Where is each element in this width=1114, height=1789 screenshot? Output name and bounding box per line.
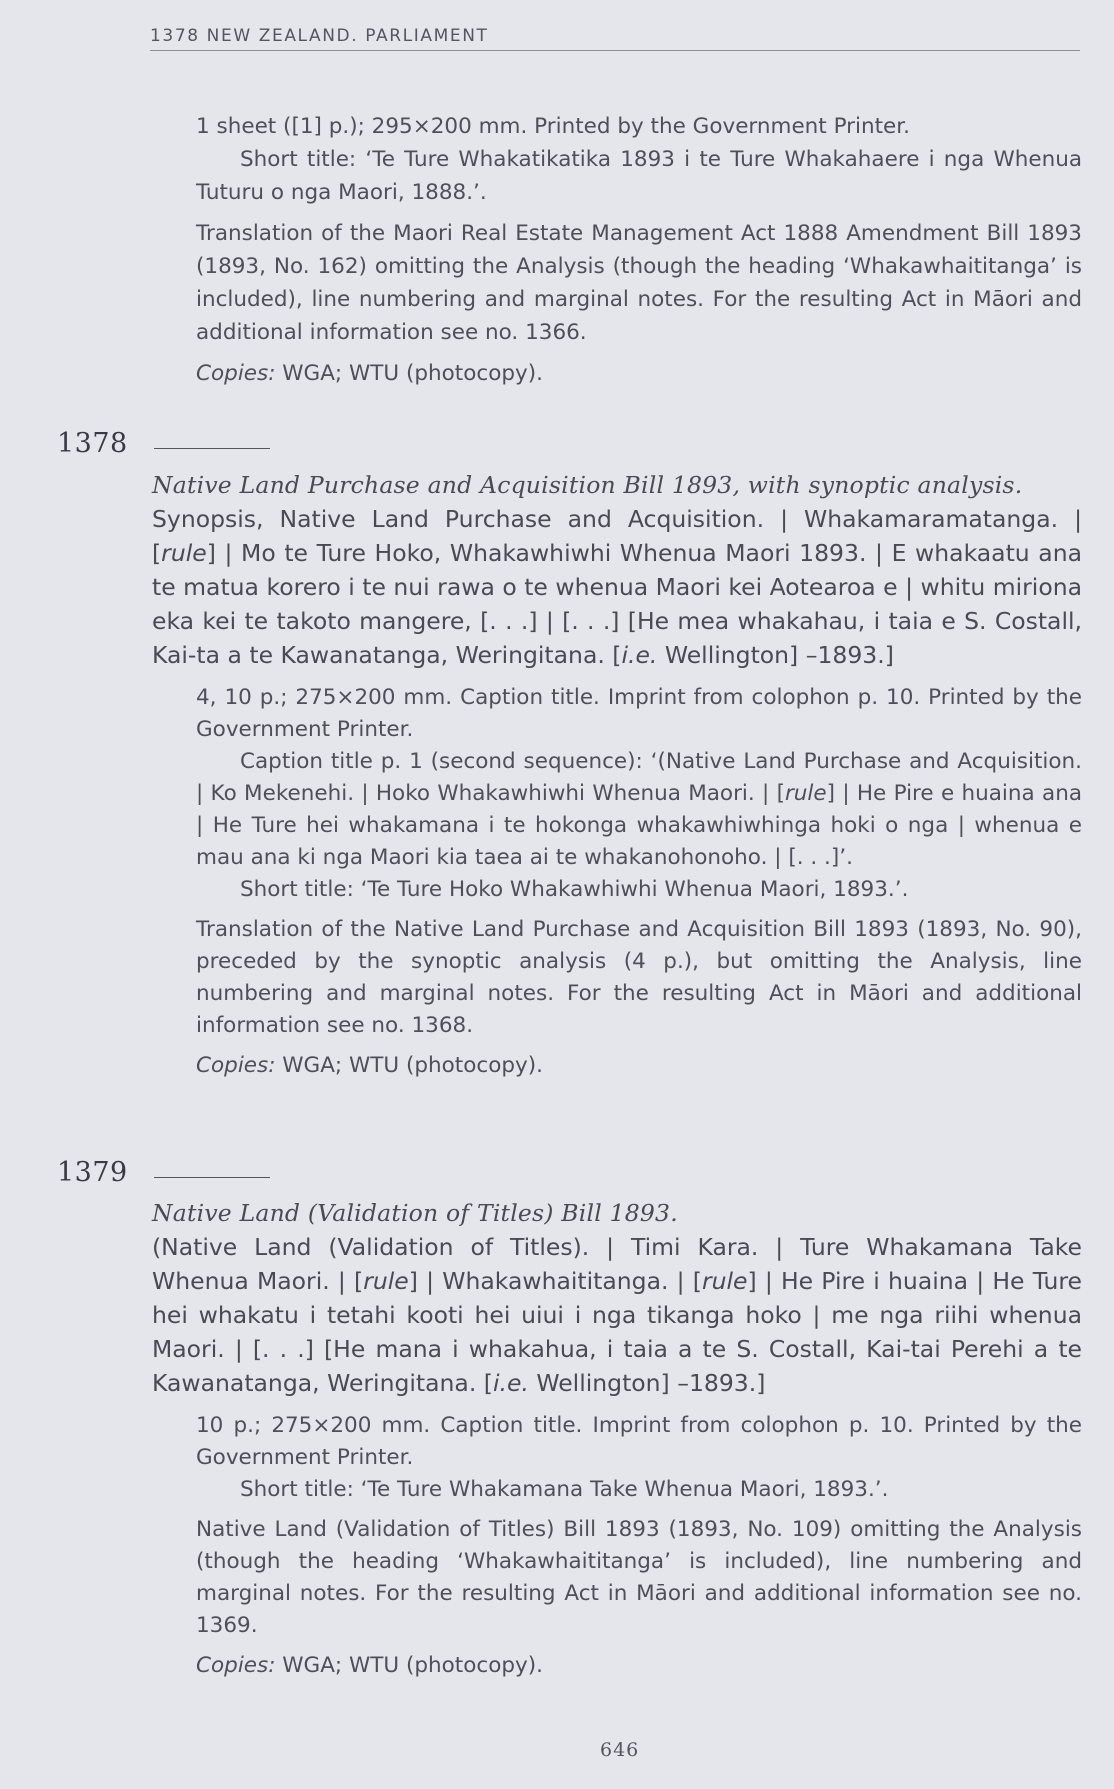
rule-marker: rule bbox=[784, 781, 827, 806]
running-head: 1378 NEW ZEALAND. PARLIAMENT bbox=[150, 26, 1080, 51]
translation-note: Translation of the Maori Real Estate Management Act 1888 Amendment Bill 1893 (1893, No. 162) omitting the Analysis (though the heading ‘Whakawhaititanga’ is included), line numbering and marginal notes. For the resulting Act in Māori and additional information see no. 1366. bbox=[196, 221, 1082, 345]
rule-marker: rule bbox=[363, 1267, 409, 1295]
entry-rule bbox=[154, 448, 270, 449]
continued-entry bbox=[196, 110, 1082, 390]
copies-label: Copies: bbox=[196, 1053, 276, 1078]
transcription-text: Wellington] –1893.] bbox=[657, 641, 894, 669]
caption-text: ] | He Pire e huaina ana | He Ture hei whakamana i te hokonga whakawhiwhinga hoki o nga | whenua e mau ana ki nga Maori kia taea ai te whakanohonoho. | [. . .]’. bbox=[196, 781, 1082, 870]
transcription-text: ] | Whakawhaititanga. | [ bbox=[408, 1267, 702, 1295]
transcription-text: ] | He Pire i huaina | He Ture hei whakatu i tetahi kooti hei uiui i nga tikanga hoko | me nga riihi whenua Maori. | [. . .] [He mana i whakahua, i taia a te S. Costall, Kai-tai Perehi a te Kawanatanga, Weringitana. [ bbox=[152, 1267, 1082, 1397]
title-transcription bbox=[152, 1230, 1082, 1400]
entry-title-block bbox=[152, 468, 1082, 672]
physical-description: 10 p.; 275×200 mm. Caption title. Imprint from colophon p. 10. Printed by the Government Printer. bbox=[196, 1413, 1082, 1470]
transcription-text: (Native Land (Validation of Titles). | Timi Kara. | Ture Whakamana Take Whenua Maori. | [ bbox=[152, 1233, 1082, 1295]
copies-value: WGA; WTU (photocopy). bbox=[275, 1053, 543, 1078]
title-transcription bbox=[152, 502, 1082, 672]
copies-line bbox=[196, 1050, 1082, 1082]
translation-note: Translation of the Native Land Purchase and Acquisition Bill 1893 (1893, No. 90), preceded by the synoptic analysis (4 p.), but omitting the Analysis, line numbering and marginal notes. For the resulting Act in Māori and additional information see no. 1368. bbox=[196, 917, 1082, 1038]
translation-note: Native Land (Validation of Titles) Bill 1893 (1893, No. 109) omitting the Analysis (though the heading ‘Whakawhaititanga’ is included), line numbering and marginal notes. For the resulting Act in Māori and additional information see no. 1369. bbox=[196, 1517, 1082, 1638]
entry-details bbox=[196, 1410, 1082, 1682]
short-title: Short title: ‘Te Ture Whakamana Take Whenua Maori, 1893.’. bbox=[240, 1477, 889, 1502]
page-number: 646 bbox=[600, 1739, 640, 1761]
entry-title: Native Land Purchase and Acquisition Bill 1893, with synoptic analysis. bbox=[152, 471, 1023, 499]
ie-marker: i.e. bbox=[621, 641, 658, 669]
caption-title bbox=[196, 746, 1082, 874]
transcription-text: Wellington] –1893.] bbox=[528, 1369, 766, 1397]
copies-value: WGA; WTU (photocopy). bbox=[275, 1653, 543, 1678]
caption-text: Caption title p. 1 (second sequence): ‘(Native Land Purchase and Acquisition. | Ko Mekenehi. | Hoko Whakawhiwhi Whenua Maori. | [ bbox=[196, 749, 1082, 806]
entry-details bbox=[196, 682, 1082, 1082]
copies-line bbox=[196, 1650, 1082, 1682]
rule-marker: rule bbox=[161, 539, 207, 567]
copies-value: WGA; WTU (photocopy). bbox=[275, 361, 543, 386]
entry-number: 1379 bbox=[57, 1157, 128, 1188]
copies-label: Copies: bbox=[196, 361, 276, 386]
physical-description: 4, 10 p.; 275×200 mm. Caption title. Imprint from colophon p. 10. Printed by the Government Printer. bbox=[196, 685, 1082, 742]
transcription-text: ] | Mo te Ture Hoko, Whakawhiwhi Whenua Maori 1893. | E whakaatu ana te matua korero i te nui rawa o te whenua Maori kei Aotearoa e | whitu miriona eka kei te takoto mangere, [. . .] | [. . .] [He mea whakahau, i taia e S. Costall, Kai-ta a te Kawanatanga, Weringitana. [ bbox=[152, 539, 1082, 669]
transcription-text: Synopsis, Native Land Purchase and Acquisition. | Whakamaramatanga. | [ bbox=[152, 505, 1082, 567]
physical-description: 1 sheet ([1] p.); 295×200 mm. Printed by the Government Printer. bbox=[196, 114, 910, 139]
ie-marker: i.e. bbox=[492, 1369, 529, 1397]
entry-rule bbox=[154, 1177, 270, 1178]
short-title: Short title: ‘Te Ture Whakatikatika 1893 i te Ture Whakahaere i nga Whenua Tuturu o nga Maori, 1888.’. bbox=[196, 147, 1082, 205]
entry-number: 1378 bbox=[57, 428, 128, 459]
short-title: Short title: ‘Te Ture Hoko Whakawhiwhi Whenua Maori, 1893.’. bbox=[240, 877, 909, 902]
rule-marker: rule bbox=[701, 1267, 748, 1295]
copies-line bbox=[196, 357, 1082, 390]
entry-title: Native Land (Validation of Titles) Bill 1893. bbox=[152, 1199, 678, 1227]
entry-title-block bbox=[152, 1196, 1082, 1400]
copies-label: Copies: bbox=[196, 1653, 276, 1678]
